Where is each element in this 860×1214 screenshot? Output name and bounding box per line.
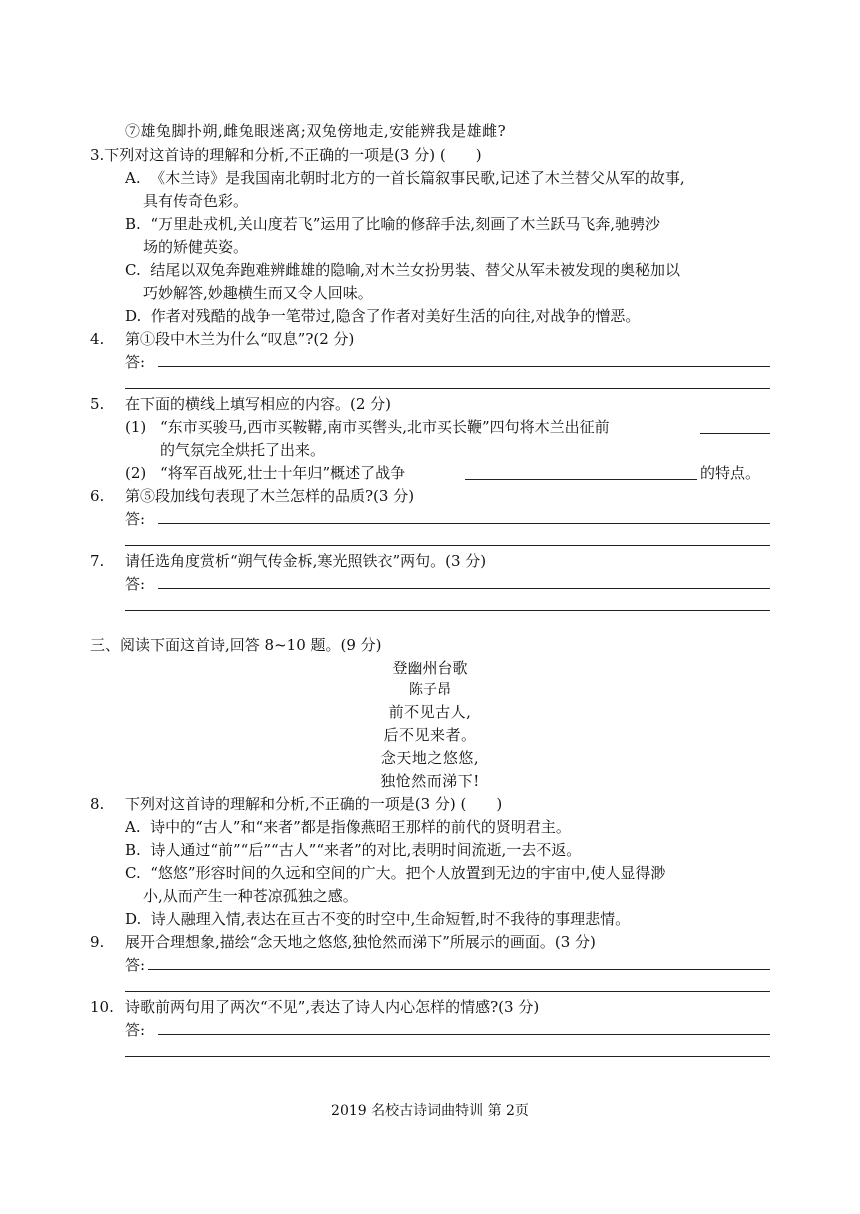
q3-stem: 3.下列对这首诗的理解和分析,不正确的一项是(3 分) ( )	[90, 146, 482, 164]
poem-line-2: 后不见来者。	[383, 726, 477, 744]
q10-answer-line-1[interactable]	[158, 1034, 770, 1035]
q6-question: 第⑤段加线句表现了木兰怎样的品质?(3 分)	[125, 487, 415, 505]
q10-answer-line-2[interactable]	[125, 1056, 770, 1057]
q6-answer-label: 答:	[125, 510, 146, 528]
q7-answer-label: 答:	[125, 575, 146, 593]
q5-question: 在下面的横线上填写相应的内容。(2 分)	[125, 395, 392, 413]
q3-option-b: B. “万里赴戎机,关山度若飞”运用了比喻的修辞手法,刻画了木兰跃马飞奔,驰骋沙	[125, 215, 660, 233]
q5-sub1-text-cont: 的气氛完全烘托了出来。	[160, 441, 326, 459]
q8-option-c-cont: 小,从而产生一种苍凉孤独之感。	[143, 887, 358, 905]
q3-option-a-cont: 具有传奇色彩。	[143, 192, 249, 210]
q8-question: 下列对这首诗的理解和分析,不正确的一项是(3 分) ( )	[125, 795, 503, 813]
q3-option-c-cont: 巧妙解答,妙趣横生而又令人回味。	[143, 284, 373, 302]
section-3-heading: 三、阅读下面这首诗,回答 8~10 题。(9 分)	[90, 636, 382, 654]
q7-question: 请任选角度赏析“朔气传金柝,寒光照铁衣”两句。(3 分)	[125, 552, 487, 570]
q10-number: 10.	[90, 998, 114, 1016]
q6-answer-line-2[interactable]	[125, 545, 770, 546]
poem-author: 陈子昂	[409, 682, 451, 698]
q9-answer-line-2[interactable]	[125, 991, 770, 992]
q4-number: 4.	[90, 330, 105, 348]
q8-option-a: A. 诗中的“古人”和“来者”都是指像燕昭王那样的前代的贤明君主。	[125, 818, 571, 836]
q5-sub2-blank[interactable]	[465, 479, 697, 480]
q9-number: 9.	[90, 933, 105, 951]
q6-answer-line-1[interactable]	[158, 523, 770, 524]
q10-question: 诗歌前两句用了两次“不见”,表达了诗人内心怎样的情感?(3 分)	[125, 998, 540, 1016]
q5-sub2-text: “将军百战死,壮士十年归”概述了战争	[160, 464, 406, 482]
q5-number: 5.	[90, 395, 105, 413]
q7-number: 7.	[90, 552, 105, 570]
q4-answer-line-1[interactable]	[158, 366, 770, 367]
q6-number: 6.	[90, 487, 105, 505]
q9-answer-label: 答:	[125, 956, 146, 974]
q9-answer-line-1[interactable]	[148, 969, 770, 970]
q5-sub2-suffix: 的特点。	[700, 464, 761, 482]
q5-sub1-text: “东市买骏马,西市买鞍鞯,南市买辔头,北市买长鞭”四句将木兰出征前	[160, 418, 610, 436]
q8-number: 8.	[90, 795, 105, 813]
page-footer: 2019 名校古诗词曲特训 第 2页	[331, 1103, 529, 1119]
q7-answer-line-2[interactable]	[125, 610, 770, 611]
q5-sub2-number: (2)	[125, 464, 147, 482]
q8-option-b: B. 诗人通过“前”“后”“古人”“来者”的对比,表明时间流逝,一去不返。	[125, 841, 582, 859]
q4-question: 第①段中木兰为什么“叹息”?(2 分)	[125, 330, 355, 348]
q3-option-c: C. 结尾以双兔奔跑难辨雌雄的隐喻,对木兰女扮男装、替父从军未被发现的奥秘加以	[125, 261, 681, 279]
poem-line-1: 前不见古人,	[388, 703, 472, 721]
poem-title: 登幽州台歌	[392, 659, 468, 677]
poem-line-3: 念天地之悠悠,	[380, 749, 480, 767]
q4-answer-line-2[interactable]	[125, 388, 770, 389]
q8-option-c: C. “悠悠”形容时间的久远和空间的广大。把个人放置到无边的宇宙中,使人显得渺	[125, 864, 666, 882]
q9-question: 展开合理想象,描绘“念天地之悠悠,独怆然而涕下”所展示的画面。(3 分)	[125, 933, 596, 951]
q5-sub1-blank[interactable]	[700, 433, 770, 434]
q3-option-b-cont: 场的矫健英姿。	[143, 238, 249, 256]
passage-line-7: ⑦雄兔脚扑朔,雌兔眼迷离;双兔傍地走,安能辨我是雄雌?	[125, 122, 507, 140]
q4-answer-label: 答:	[125, 353, 146, 371]
q5-sub1-number: (1)	[125, 418, 147, 436]
q10-answer-label: 答:	[125, 1021, 146, 1039]
q7-answer-line-1[interactable]	[158, 588, 770, 589]
q3-option-a: A. 《木兰诗》是我国南北朝时北方的一首长篇叙事民歌,记述了木兰替父从军的故事,	[125, 169, 685, 187]
q3-option-d: D. 作者对残酷的战争一笔带过,隐含了作者对美好生活的向往,对战争的憎恶。	[125, 307, 641, 325]
poem-line-4: 独怆然而涕下!	[380, 772, 480, 790]
q8-option-d: D. 诗人融理入情,表达在亘古不变的时空中,生命短暂,时不我待的事理悲情。	[125, 910, 631, 928]
